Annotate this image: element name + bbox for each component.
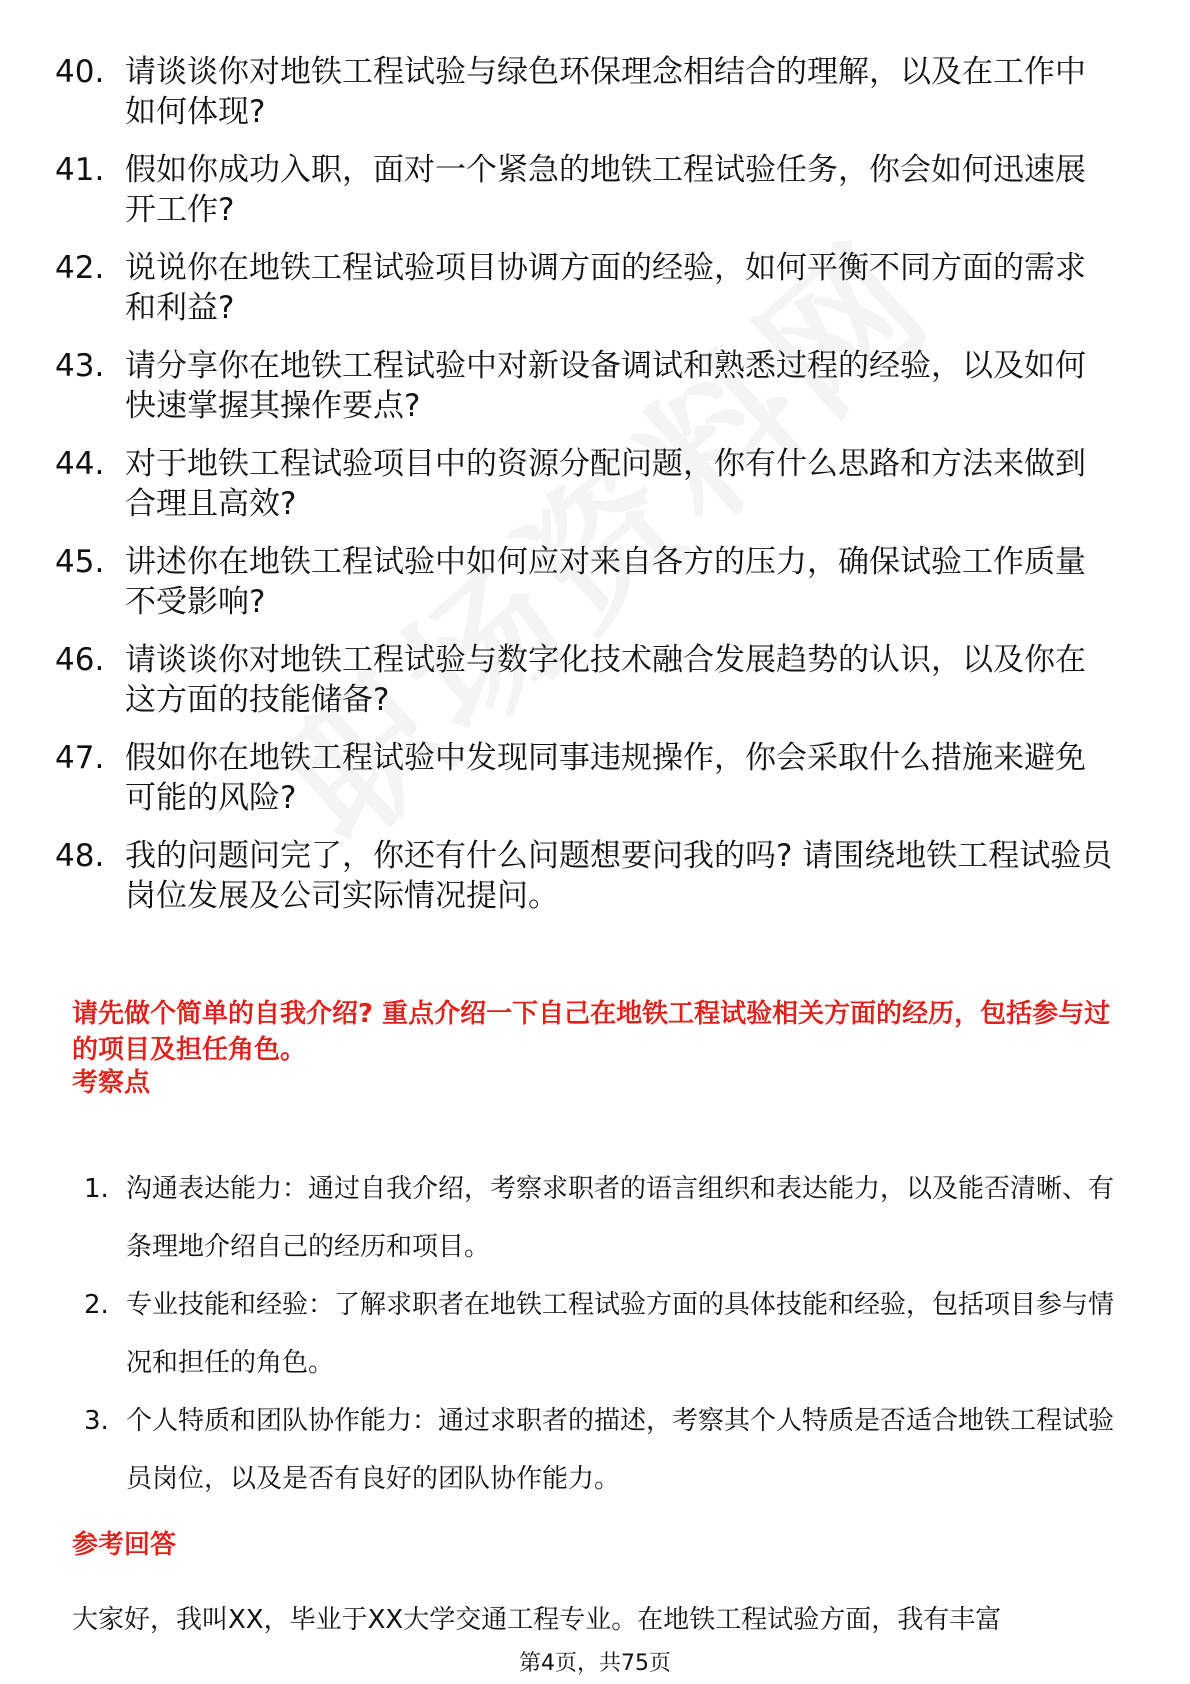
question-number: 45.: [55, 544, 105, 580]
question-text: 假如你成功入职，面对一个紧急的地铁工程试验任务，你会如何迅速展开工作?: [125, 152, 1086, 228]
question-text: 请谈谈你对地铁工程试验与绿色环保理念相结合的理解，以及在工作中如何体现?: [125, 54, 1086, 130]
question-number: 41.: [55, 152, 105, 188]
assessment-points-list: [84, 1160, 1114, 1508]
question-item: [55, 738, 1115, 818]
section-title-points: 考察点: [72, 1068, 151, 1098]
question-text: 我的问题问完了，你还有什么问题想要问我的吗? 请围绕地铁工程试验员岗位发展及公司实际情况提问。: [125, 838, 1113, 914]
interview-question-headline: 请先做个简单的自我介绍? 重点介绍一下自己在地铁工程试验相关方面的经历，包括参与过的项目及担任角色。: [72, 999, 1111, 1065]
point-text: 个人特质和团队协作能力：通过求职者的描述，考察其个人特质是否适合地铁工程试验员岗位，以及是否有良好的团队协作能力。: [126, 1406, 1115, 1494]
point-number: 3.: [84, 1406, 109, 1436]
question-text: 讲述你在地铁工程试验中如何应对来自各方的压力，确保试验工作质量不受影响?: [125, 544, 1086, 620]
question-list: [55, 52, 1115, 934]
question-number: 43.: [55, 348, 105, 384]
point-number: 2.: [84, 1290, 109, 1320]
page-number: 第4页，共75页: [513, 1651, 677, 1676]
assessment-point: [84, 1392, 1114, 1508]
question-item: [55, 52, 1115, 132]
question-item: [55, 542, 1115, 622]
question-text: 对于地铁工程试验项目中的资源分配问题，你有什么思路和方法来做到合理且高效?: [125, 446, 1086, 522]
question-item: [55, 150, 1115, 230]
answer-text: 大家好，我叫XX，毕业于XX大学交通工程专业。在地铁工程试验方面，我有丰富: [72, 1605, 1002, 1635]
question-number: 42.: [55, 250, 105, 286]
question-text: 说说你在地铁工程试验项目协调方面的经验，如何平衡不同方面的需求和利益?: [125, 250, 1086, 326]
question-item: [55, 346, 1115, 426]
question-item: [55, 444, 1115, 524]
point-text: 沟通表达能力：通过自我介绍，考察求职者的语言组织和表达能力，以及能否清晰、有条理地介绍自己的经历和项目。: [126, 1174, 1115, 1262]
question-item: [55, 640, 1115, 720]
question-number: 47.: [55, 740, 105, 776]
assessment-point: [84, 1160, 1114, 1276]
question-text: 请分享你在地铁工程试验中对新设备调试和熟悉过程的经验，以及如何快速掌握其操作要点?: [125, 348, 1086, 424]
question-number: 48.: [55, 838, 105, 874]
assessment-point: [84, 1276, 1114, 1392]
question-number: 40.: [55, 54, 105, 90]
question-item: [55, 248, 1115, 328]
question-number: 44.: [55, 446, 105, 482]
question-text: 假如你在地铁工程试验中发现同事违规操作，你会采取什么措施来避免可能的风险?: [125, 740, 1086, 816]
question-item: [55, 836, 1115, 916]
question-text: 请谈谈你对地铁工程试验与数字化技术融合发展趋势的认识，以及你在这方面的技能储备?: [125, 642, 1086, 718]
section-title-answer: 参考回答: [72, 1530, 177, 1560]
page-footer: [0, 1646, 1190, 1677]
point-text: 专业技能和经验：了解求职者在地铁工程试验方面的具体技能和经验，包括项目参与情况和担任的角色。: [126, 1290, 1115, 1378]
point-number: 1.: [84, 1174, 109, 1204]
question-number: 46.: [55, 642, 105, 678]
